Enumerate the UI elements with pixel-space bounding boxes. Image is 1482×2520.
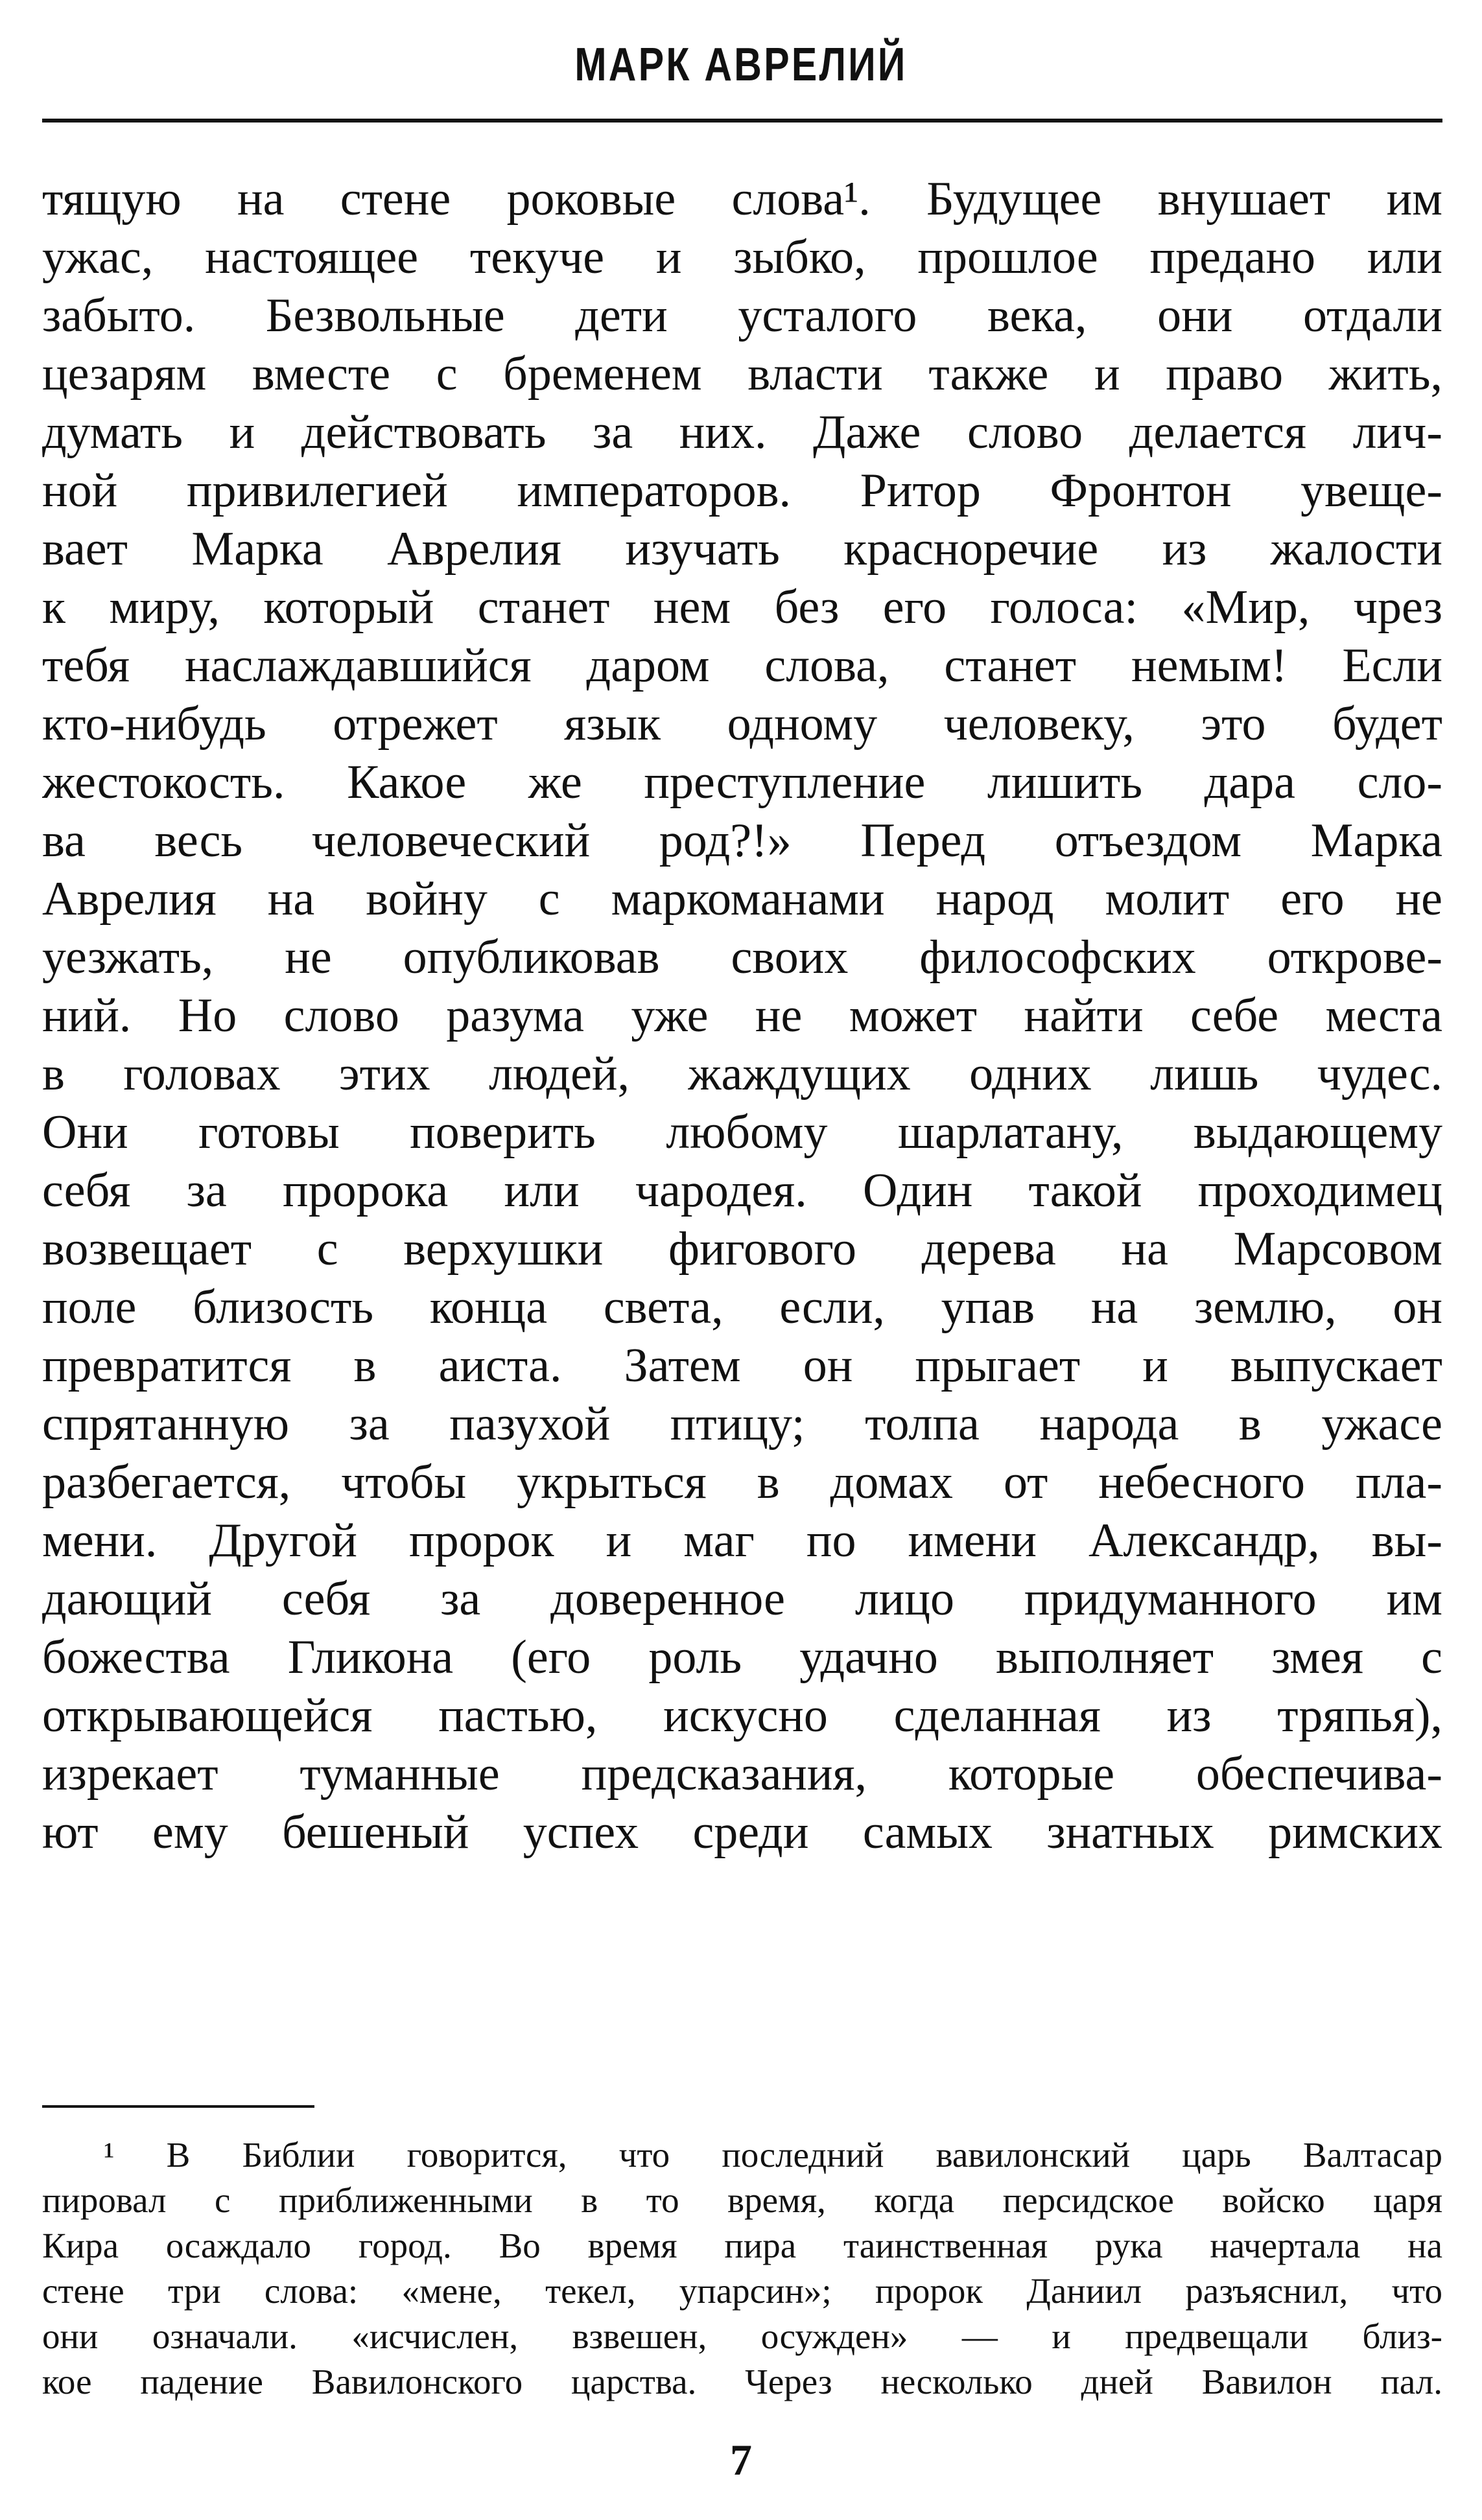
- body-line: превратится в аиста. Затем он прыгает и выпускает: [42, 1339, 1442, 1392]
- footnote-rule: [42, 2105, 314, 2108]
- footnote-line: пировал с приближенными в то время, когда персидское войско царя: [42, 2180, 1442, 2220]
- body-line: разбегается, чтобы укрыться в домах от небесного пла-: [42, 1456, 1442, 1509]
- footnote-line: стене три слова: «мене, текел, упарсин»; пророк Даниил разъяснил, что: [42, 2271, 1442, 2311]
- body-line: цезарям вместе с бременем власти также и право жить,: [42, 347, 1442, 401]
- body-line: спрятанную за пазухой птицу; толпа народа в ужасе: [42, 1397, 1442, 1451]
- footnote: [42, 2132, 1442, 2405]
- body-line: ва весь человеческий род?!» Перед отъездом Марка: [42, 814, 1442, 867]
- footnote-line: кое падение Вавилонского царства. Через несколько дней Вавилон пал.: [42, 2362, 1442, 2401]
- body-line: в головах этих людей, жаждущих одних лишь чудес.: [42, 1047, 1442, 1101]
- footnote-line: Кира осаждало город. Во время пира таинственная рука начертала на: [42, 2226, 1442, 2265]
- page-number: 7: [730, 2435, 752, 2484]
- body-line: жестокость. Какое же преступление лишить дара сло-: [42, 756, 1442, 809]
- footnote-line: они означали. «исчислен, взвешен, осужден» — и предвещали близ-: [42, 2316, 1442, 2356]
- body-line: возвещает с верхушки фигового дерева на Марсовом: [42, 1222, 1442, 1276]
- header-rule: [42, 119, 1442, 122]
- body-line: кто-нибудь отрежет язык одному человеку, это будет: [42, 697, 1442, 751]
- body-line: дающий себя за доверенное лицо придуманного им: [42, 1572, 1442, 1626]
- body-line: ужас, настоящее текуче и зыбко, прошлое предано или: [42, 231, 1442, 284]
- body-line: уезжать, не опубликовав своих философских открове-: [42, 931, 1442, 984]
- body-line: вает Марка Аврелия изучать красноречие из жалости: [42, 522, 1442, 576]
- running-head: МАРК АВРЕЛИЙ: [574, 39, 908, 91]
- footnote-line: ¹ В Библии говорится, что последний вавилонский царь Валтасар: [104, 2135, 1442, 2175]
- body-line: божества Гликона (его роль удачно выполняет змея с: [42, 1631, 1442, 1684]
- body-line: себя за пророка или чародея. Один такой проходимец: [42, 1164, 1442, 1217]
- body-line: забыто. Безвольные дети усталого века, они отдали: [42, 289, 1442, 342]
- body-line: к миру, который станет нем без его голоса: «Мир, чрез: [42, 581, 1442, 634]
- body-line: открывающейся пастью, искусно сделанная из тряпья),: [42, 1689, 1442, 1742]
- body-line: тебя наслаждавшийся даром слова, станет немым! Если: [42, 639, 1442, 692]
- body-line: тящую на стене роковые слова¹. Будущее внушает им: [42, 172, 1442, 226]
- body-line: Аврелия на войну с маркоманами народ молит его не: [42, 872, 1442, 926]
- body-line: ний. Но слово разума уже не может найти себе места: [42, 989, 1442, 1042]
- body-line: поле близость конца света, если, упав на землю, он: [42, 1281, 1442, 1334]
- body-line: изрекает туманные предсказания, которые обеспечива-: [42, 1747, 1442, 1801]
- body-line: Они готовы поверить любому шарлатану, выдающему: [42, 1106, 1442, 1159]
- body-line: ют ему бешеный успех среди самых знатных римских: [42, 1806, 1442, 1859]
- body-line: думать и действовать за них. Даже слово делается лич-: [42, 406, 1442, 459]
- body-line: мени. Другой пророк и маг по имени Александр, вы-: [42, 1514, 1442, 1567]
- body-line: ной привилегией императоров. Ритор Фронтон увеще-: [42, 464, 1442, 517]
- body-text: [42, 170, 1442, 1861]
